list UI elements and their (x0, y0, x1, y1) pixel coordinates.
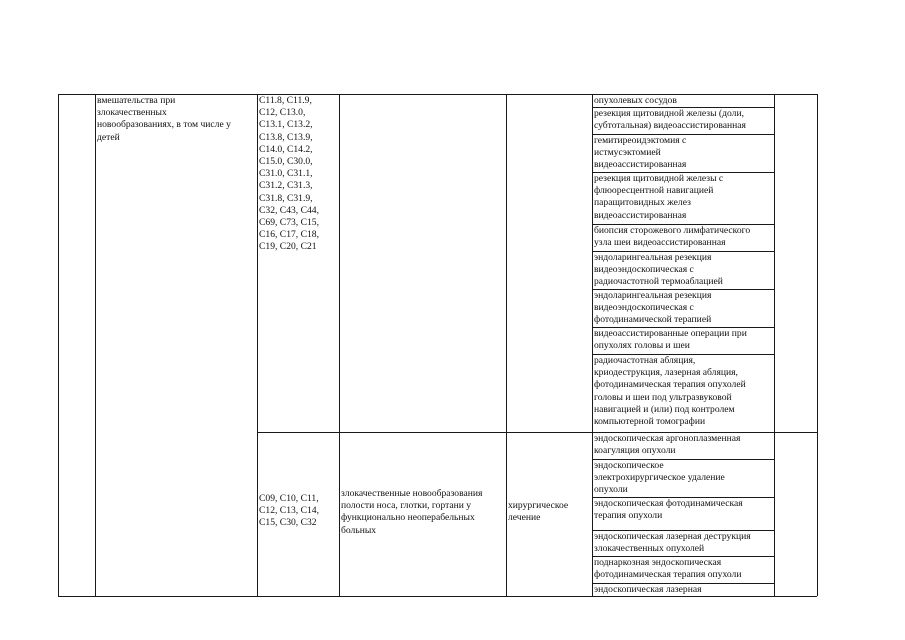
method-text: опухолевых сосудов (594, 95, 677, 106)
treatment-type: хирургическое (508, 500, 569, 511)
method-text: резекция щитовидной железы с (594, 173, 724, 184)
table-bottom-border (58, 596, 817, 597)
intervention-text: злокачественных (97, 107, 167, 119)
method-text: биопсия сторожевого лимфатического (594, 225, 751, 236)
method-text: радиочастотная абляция, (594, 355, 696, 366)
method-text: эндоскопическая аргоноплазменная (594, 433, 741, 444)
disease-text: больных (341, 524, 377, 536)
intervention-text: детей (97, 131, 120, 143)
icd-codes: C31.2, C31.3, (259, 180, 313, 192)
method-text: электрохирургическое удаление (594, 472, 725, 484)
method-text: злокачественных опухолей (594, 543, 705, 555)
method-text: головы и шеи под ультразвуковой (594, 391, 732, 403)
column-border-2 (257, 94, 258, 596)
method-text: эндоскопическая лазерная деструкция (594, 531, 751, 542)
icd-codes: C11.8, C11.9, (259, 95, 312, 106)
column-border-5 (592, 94, 593, 596)
icd-codes: C13.1, C13.2, (259, 119, 313, 131)
column-border-0 (58, 94, 59, 596)
icd-codes: C14.0, C14.2, (259, 143, 313, 155)
icd-codes: C16, C17, C18, (259, 229, 319, 241)
method-text: опухоли (594, 484, 628, 496)
method-text: фотодинамическая терапия опухоли (594, 569, 742, 581)
method-text: эндоларингеальная резекция (594, 290, 712, 301)
disease-text: злокачественные новообразования (341, 488, 483, 499)
column-border-7 (817, 94, 818, 596)
treatment-type: лечение (508, 512, 541, 524)
method-text: видеоассистированные операции при (594, 328, 747, 339)
column-border-1 (95, 94, 96, 596)
disease-text: функционально неоперабельных (341, 512, 475, 524)
method-text: фотодинамическая терапия опухолей (594, 379, 746, 391)
icd-codes: C15, C30, C32 (259, 517, 317, 529)
method-text: криодеструкция, лазерная абляция, (594, 367, 738, 379)
method-text: видеоэндоскопическая с (594, 302, 694, 314)
disease-text: полости носа, глотки, гортани у (341, 500, 472, 512)
method-text: опухолях головы и шеи (594, 340, 690, 352)
method-text: гемитиреоидэктомия с (594, 135, 687, 146)
intervention-text: новообразованиях, в том числе у (97, 119, 231, 131)
method-text: видеоэндоскопическая с (594, 264, 694, 276)
method-text: эндоскопическое (594, 460, 664, 471)
intervention-text: вмешательства при (97, 95, 176, 106)
method-text: видеоассистированная (594, 159, 687, 171)
method-text: компьютерной томографии (594, 416, 706, 427)
method-text: эндоларингеальная резекция (594, 252, 712, 263)
method-text: терапия опухоли (594, 510, 663, 522)
icd-codes: C12, C13.0, (259, 107, 306, 119)
icd-codes: C19, C20, C21 (259, 241, 317, 253)
method-text: радиочастотной термоаблацией (594, 276, 723, 288)
icd-codes: C31.0, C31.1, (259, 168, 313, 180)
method-text: поднаркозная эндоскопическая (594, 557, 722, 568)
icd-codes: C15.0, C30.0, (259, 156, 313, 167)
method-text: истмусэктомией (594, 147, 661, 159)
column-border-6 (774, 94, 775, 596)
icd-codes: C31.8, C31.9, (259, 192, 313, 204)
method-text: эндоскопическая лазерная (594, 584, 702, 595)
method-text: паращитовидных желез (594, 197, 691, 209)
method-text: эндоскопическая фотодинамическая (594, 498, 743, 509)
icd-codes: C13.8, C13.9, (259, 131, 313, 143)
column-border-3 (339, 94, 340, 596)
column-border-4 (506, 94, 507, 596)
method-text: узла шеи видеоассистированная (594, 237, 726, 249)
icd-codes: C09, C10, C11, (259, 493, 319, 504)
method-text: флюоресцентной навигацией (594, 185, 714, 197)
icd-codes: C12, C13, C14, (259, 505, 319, 517)
method-text: коагуляция опухоли (594, 445, 676, 457)
method-text: субтотальная) видеоассистированная (594, 120, 746, 132)
method-text: фотодинамической терапией (594, 314, 712, 326)
method-text: навигацией и (или) под контролем (594, 403, 735, 415)
icd-codes: C32, C43, C44, (259, 204, 319, 216)
method-text: резекция щитовидной железы (доли, (594, 108, 744, 119)
method-text: видеоассистированная (594, 209, 687, 221)
icd-codes: C69, C73, C15, (259, 217, 319, 228)
